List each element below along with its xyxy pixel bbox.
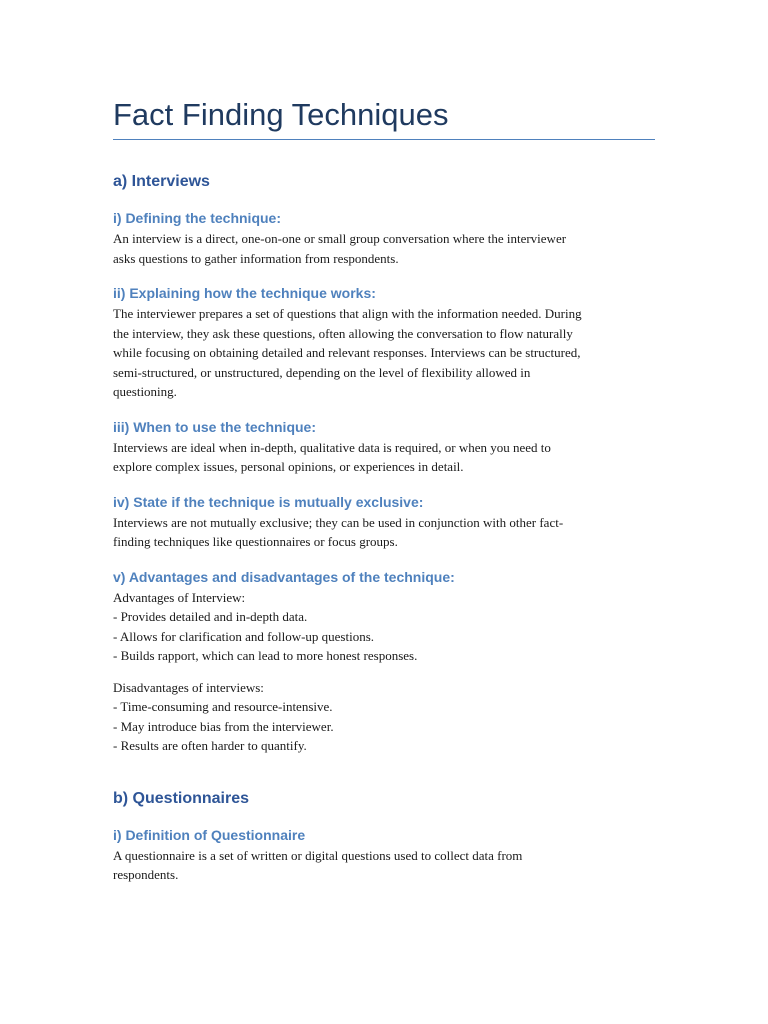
paragraph-mutually-exclusive bbox=[113, 513, 655, 552]
paragraph-definition bbox=[113, 229, 655, 268]
disadvantages-list bbox=[113, 678, 655, 756]
text-line: The interviewer prepares a set of questions that align with the information needed. During bbox=[113, 306, 582, 321]
text-line: An interview is a direct, one-on-one or small group conversation where the interviewer bbox=[113, 231, 567, 246]
document-content bbox=[113, 95, 655, 885]
text-line: finding techniques like questionnaires or focus groups. bbox=[113, 534, 398, 549]
paragraph-questionnaire-definition bbox=[113, 846, 655, 885]
text-line: asks questions to gather information from respondents. bbox=[113, 250, 399, 266]
list-item: - Builds rapport, which can lead to more honest responses. bbox=[113, 648, 418, 663]
advantages-label: Advantages of Interview: bbox=[113, 589, 246, 605]
advantages-list bbox=[113, 588, 655, 666]
list-item: - Time-consuming and resource-intensive. bbox=[113, 699, 333, 714]
text-line: A questionnaire is a set of written or digital questions used to collect data from bbox=[113, 847, 523, 863]
text-line: the interview, they ask these questions, often allowing the conversation to flow naturally bbox=[113, 325, 573, 341]
list-item: - Provides detailed and in-depth data. bbox=[113, 609, 308, 624]
disadvantages-label: Disadvantages of interviews: bbox=[113, 679, 264, 695]
section-heading-interviews: a) Interviews bbox=[113, 173, 210, 190]
subheading-defining-technique: i) Defining the technique: bbox=[113, 210, 281, 226]
paragraph-when-to-use bbox=[113, 438, 655, 477]
section-heading-questionnaires: b) Questionnaires bbox=[113, 789, 250, 807]
text-line: while focusing on obtaining detailed and relevant responses. Interviews can be structured, bbox=[113, 345, 581, 360]
subheading-how-it-works: ii) Explaining how the technique works: bbox=[113, 285, 376, 301]
subheading-when-to-use: iii) When to use the technique: bbox=[113, 418, 316, 435]
text-line: questioning. bbox=[113, 384, 177, 399]
text-line: Interviews are not mutually exclusive; they can be used in conjunction with other fact- bbox=[113, 514, 564, 530]
text-line: respondents. bbox=[113, 867, 179, 882]
text-line: semi-structured, or unstructured, depending on the level of flexibility allowed in bbox=[113, 364, 531, 380]
list-item: - Allows for clarification and follow-up questions. bbox=[113, 628, 375, 644]
paragraph-how-it-works bbox=[113, 304, 655, 402]
subheading-advantages-disadvantages: v) Advantages and disadvantages of the technique: bbox=[113, 568, 455, 585]
title-underline bbox=[113, 139, 655, 140]
list-item: - Results are often harder to quantify. bbox=[113, 738, 307, 753]
list-item: - May introduce bias from the interviewer. bbox=[113, 718, 334, 734]
document-title: Fact Finding Techniques bbox=[113, 97, 449, 132]
text-line: Interviews are ideal when in-depth, qualitative data is required, or when you need to bbox=[113, 439, 551, 455]
subheading-definition-questionnaire: i) Definition of Questionnaire bbox=[113, 826, 306, 843]
subheading-mutually-exclusive: iv) State if the technique is mutually exclusive: bbox=[113, 493, 424, 510]
text-line: explore complex issues, personal opinions, or experiences in detail. bbox=[113, 459, 464, 474]
